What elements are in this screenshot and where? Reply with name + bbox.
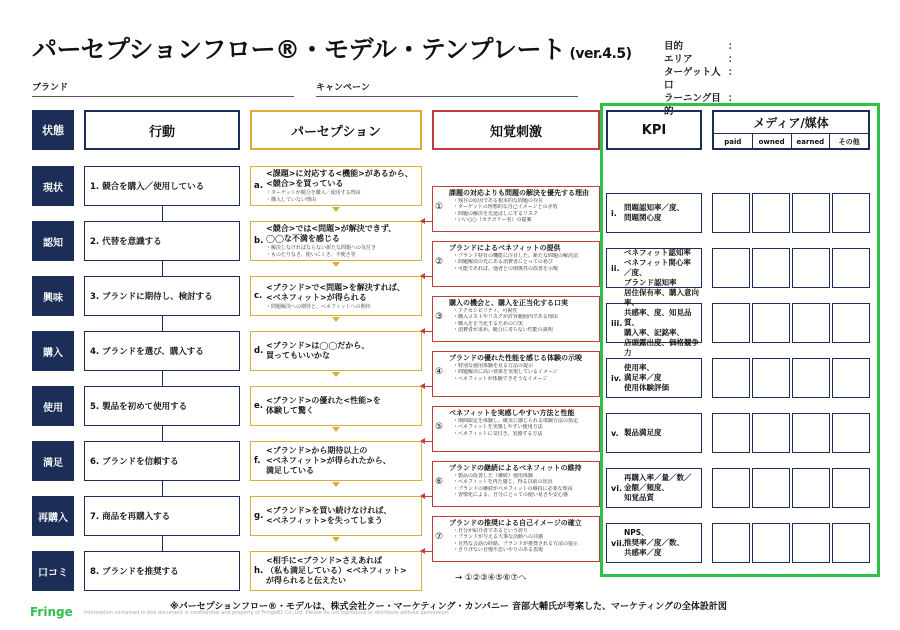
media-title: メディア/媒体	[714, 112, 868, 134]
stimulus-bullet: ・さりげない自慢や思いやりのある表現	[453, 546, 544, 553]
page-title: パーセプションフロー®・モデル・テンプレート (ver.4.5)	[32, 35, 632, 64]
kpi-line: ベネフィット関心率	[624, 258, 691, 267]
action-cell: 6. ブランドを信頼する	[84, 441, 240, 481]
perception-line: <相手に<ブランド>さえあれば	[266, 556, 383, 565]
stimulus-box	[432, 351, 600, 397]
media-cell[interactable]	[712, 248, 750, 288]
kpi-line: 購入率、記銘率、	[624, 328, 684, 337]
meta-colon: ：	[728, 54, 738, 65]
down-arrow-icon	[332, 372, 340, 377]
perception-line: <ベネフィット>が得られたから、	[266, 456, 391, 465]
kpi-cell	[606, 288, 702, 357]
state-cell: 現状	[32, 166, 74, 206]
perception-line: <課題>に対応する<機能>があるから、	[266, 169, 413, 178]
meta-colon: ：	[728, 67, 738, 78]
perception-cell	[250, 441, 422, 481]
stimulus-bullet: ・問題解決に高い効果を実現しているイメージ	[453, 369, 558, 376]
media-cell[interactable]	[792, 523, 830, 563]
media-cell[interactable]	[792, 468, 830, 508]
connector-line	[162, 426, 163, 441]
down-arrow-icon	[332, 537, 340, 542]
stimulus-title: ブランドの継続によるベネフィットの維持	[449, 464, 582, 472]
kpi-line: 使用体験評価	[624, 383, 669, 392]
kpi-number: vi.	[611, 483, 622, 493]
left-arrow-icon	[424, 276, 432, 277]
perception-line: 買ってもいいかな	[266, 351, 330, 360]
media-cell[interactable]	[752, 468, 790, 508]
stimulus-bullet: ・購入コストやリスクが許容範囲内である理由	[453, 314, 558, 321]
action-cell: 8. ブランドを推奨する	[84, 551, 240, 591]
media-cell[interactable]	[832, 413, 870, 453]
stimulus-bullet: ・問題の解決を先延ばしにするリスク	[453, 210, 538, 217]
perception-cell	[250, 496, 422, 536]
down-arrow-icon	[332, 482, 340, 487]
left-arrow-icon	[424, 331, 432, 332]
stimulus-bullet: ・いい○○（カテゴリー名）の提案	[453, 216, 532, 223]
perception-text	[266, 506, 391, 526]
media-cell[interactable]	[712, 193, 750, 233]
media-cell[interactable]	[792, 193, 830, 233]
media-cell[interactable]	[832, 248, 870, 288]
media-cell[interactable]	[712, 303, 750, 343]
stimulus-title: 課題の対応よりも問題の解決を優先する理由	[449, 189, 589, 197]
header-stimulus: 知覚刺激	[432, 110, 600, 150]
kpi-line: 再購入率／量／数／	[624, 473, 692, 482]
header-state: 状態	[32, 110, 74, 150]
perception-line: ◯◯な不満を感じる	[266, 234, 340, 243]
state-cell: 認知	[32, 221, 74, 261]
state-cell: 再購入	[32, 496, 74, 536]
kpi-line: 問題認知率／度、	[624, 203, 684, 212]
kpi-line: 推奨率／度／数、	[624, 538, 684, 547]
perception-line: <競合>では<問題>が解決できず、	[266, 224, 397, 233]
action-cell: 7. 商品を再購入する	[84, 496, 240, 536]
action-cell: 2. 代替を意識する	[84, 221, 240, 261]
media-col-owned: owned	[753, 134, 792, 150]
perception-cell	[250, 276, 422, 316]
media-cell[interactable]	[752, 413, 790, 453]
media-cell[interactable]	[712, 358, 750, 398]
kpi-line: 使用率、	[624, 363, 654, 372]
stimulus-bullet: ・残存の原因である根本的な問題の存在	[453, 198, 544, 204]
media-cell[interactable]	[832, 358, 870, 398]
kpi-text	[624, 473, 692, 503]
perception-cell	[250, 166, 422, 206]
perception-label: c.	[254, 291, 263, 301]
stimulus-bullet: ・ブランドの継続がベネフィットの維持に必要な理由	[453, 485, 573, 492]
state-cell: 口コミ	[32, 551, 74, 591]
media-cell[interactable]	[752, 193, 790, 233]
connector-line	[162, 261, 163, 276]
connector-line	[162, 536, 163, 551]
kpi-text	[624, 203, 684, 223]
perception-label: b.	[254, 236, 264, 246]
perception-cell	[250, 551, 422, 591]
stimulus-title: ブランドによるベネフィットの提供	[449, 244, 561, 252]
perception-line: <ブランド>から期待以上の	[266, 446, 368, 455]
perception-line: <ブランド>で<問題>を解決すれば、	[266, 282, 405, 292]
stimulus-bullet: ・消費者が求め、競合に劣らない性能の説明	[453, 326, 553, 333]
stimulus-number: ③	[434, 312, 444, 322]
stimulus-title: ブランドの推奨による自己イメージの確立	[449, 519, 582, 527]
state-cell: 興味	[32, 276, 74, 316]
fringe-logo: Fringe	[30, 605, 73, 619]
perception-line: <ベネフィット>が得られる	[266, 292, 367, 302]
stimulus-bullet: ・ブランド特有の機能に注目した、新たな問題の解決法	[453, 253, 579, 259]
down-arrow-icon	[332, 207, 340, 212]
header-kpi: KPI	[606, 110, 702, 150]
perception-text	[266, 283, 405, 310]
stimulus-bullet: ・ベネフィットを再た感じ、得る以前の状況	[453, 479, 553, 486]
kpi-text	[624, 363, 669, 393]
perception-note: ・購入していない理由	[266, 197, 317, 203]
stimulus-box	[432, 296, 600, 342]
perception-line: 満足している	[266, 466, 314, 475]
perception-label: e.	[254, 401, 263, 411]
perception-line: <ベネフィット>を失ってしまう	[266, 516, 383, 525]
stimulus-bullet: ・期間限定を体験し、確実に感じられる体験方法の指定	[453, 418, 579, 424]
stimulus-bullet: ・製品の改善した（継続）使用体験	[453, 473, 534, 479]
kpi-line: 共感率／度	[624, 548, 662, 557]
kpi-line: 製品満足度	[624, 428, 662, 437]
media-cell[interactable]	[712, 523, 750, 563]
perception-text	[266, 169, 413, 203]
perception-note: ・問題解決への期待と、ベネフィットへの期待	[266, 303, 371, 310]
stimulus-bullet: ・ターゲットの理想的な自己イメージとの矛盾	[453, 204, 558, 211]
meta-target-label: ターゲット人口	[664, 67, 721, 91]
perception-label: g.	[254, 511, 264, 521]
kpi-text	[624, 428, 662, 438]
perception-line: <ブランド>の優れた<性能>を	[266, 396, 381, 405]
perception-note: ・ものたりなさ、使いにくさ、不便さ等	[266, 252, 356, 258]
kpi-number: i.	[611, 208, 617, 218]
meta-learning-label: ラーニング目的	[664, 93, 721, 117]
stimulus-bullet: ・ベネフィットを実感しやすい使用方法	[453, 424, 543, 431]
kpi-number: vii.	[611, 538, 625, 548]
header-action: 行動	[84, 110, 240, 150]
kpi-line: 共感率、度、知見品質、	[624, 308, 692, 327]
perception-text	[266, 341, 369, 361]
stimulus-bullet: ・自分が紹介者であるという誇り	[453, 528, 529, 534]
perception-label: h.	[254, 566, 264, 576]
perception-line: <ブランド>を買い続けなければ、	[266, 506, 392, 515]
perception-text	[266, 396, 381, 416]
down-arrow-icon	[332, 427, 340, 432]
connector-line	[162, 481, 163, 496]
action-cell: 3. ブランドに期待し、検討する	[84, 276, 240, 316]
perception-note: ・解決しなければならない新たな問題への気付き	[266, 245, 377, 251]
left-arrow-icon	[424, 551, 432, 552]
action-cell: 4. ブランドを選び、購入する	[84, 331, 240, 371]
kpi-line: 居住保有率、購入意向率、	[624, 288, 699, 307]
version-label: (ver.4.5)	[569, 46, 632, 62]
perception-cell	[250, 221, 422, 261]
down-arrow-icon	[332, 317, 340, 322]
stimulus-bullet: ・特別な使用体験を見る方法の提示	[453, 363, 534, 369]
kpi-number: iv.	[611, 373, 622, 383]
stimulus-bullet: ・アクセシビリティ、可視性	[453, 308, 518, 314]
media-cell[interactable]	[832, 523, 870, 563]
kpi-line: 知覚品質	[624, 493, 654, 502]
header-perception: パーセプション	[250, 110, 422, 150]
kpi-cell	[606, 358, 702, 398]
media-cell[interactable]	[792, 358, 830, 398]
stimulus-title: ベネフィットを実感しやすい方法と性能	[449, 409, 575, 417]
perception-line: が得られると伝えたい	[266, 576, 346, 585]
kpi-number: ii.	[611, 263, 620, 273]
media-col-earned: earned	[792, 134, 831, 150]
media-cell[interactable]	[792, 248, 830, 288]
stimulus-number: ⑥	[434, 477, 444, 487]
brand-field: ブランド	[32, 80, 294, 97]
left-arrow-icon	[424, 441, 432, 442]
stimulus-box	[432, 461, 600, 507]
kpi-text	[624, 528, 684, 558]
kpi-cell	[606, 523, 702, 563]
left-arrow-icon	[424, 386, 432, 387]
stimulus-number: ④	[434, 367, 444, 377]
stimulus-number: ②	[434, 257, 444, 267]
perception-label: f.	[254, 456, 261, 466]
kpi-line: 問題関心度	[624, 213, 662, 222]
stimulus-title: ブランドの優れた性能を感じる体験の示唆	[449, 354, 582, 362]
connector-line	[162, 371, 163, 386]
state-cell: 満足	[32, 441, 74, 481]
confidential-note: Information contained in this document is confidential and property of Fringe81 Co.,Ltd. Please do not reproduce or distribute without permission.	[84, 610, 450, 616]
stimulus-number: ⑤	[434, 422, 444, 432]
perception-label: d.	[254, 346, 264, 356]
campaign-field: キャンペーン	[316, 80, 578, 97]
kpi-line: ブランド認知率	[624, 278, 677, 287]
stimulus-box	[432, 516, 600, 562]
media-cell[interactable]	[752, 523, 790, 563]
kpi-cell	[606, 468, 702, 508]
media-cell[interactable]	[712, 413, 750, 453]
kpi-line: ／度、	[624, 268, 647, 277]
kpi-line: 金額／頻度、	[624, 483, 669, 492]
perception-label: a.	[254, 181, 263, 191]
final-flow: → ①②③④⑤⑥⑦へ	[455, 573, 527, 583]
stimulus-box	[432, 241, 600, 287]
kpi-cell	[606, 413, 702, 453]
stimulus-bullet: ・ブランドが与える大事な活動への共感	[453, 534, 544, 541]
media-col-paid: paid	[714, 134, 753, 150]
perception-note: ・ターゲットが競合を購入／使用する理由	[266, 190, 361, 196]
stimulus-bullet: ・習慣化による、自分にとっての使い易さや安心感	[453, 491, 568, 498]
kpi-line: 店頭露出度、価格競争力	[624, 338, 699, 357]
perception-cell	[250, 386, 422, 426]
stimulus-number: ①	[434, 202, 444, 212]
kpi-line: 満足率／度	[624, 373, 662, 382]
media-cell[interactable]	[752, 303, 790, 343]
connector-line	[162, 206, 163, 221]
kpi-text	[624, 248, 691, 288]
media-cell[interactable]	[752, 358, 790, 398]
state-cell: 使用	[32, 386, 74, 426]
connector-line	[162, 316, 163, 331]
media-cell[interactable]	[752, 248, 790, 288]
stimulus-number: ⑦	[434, 532, 444, 542]
down-arrow-icon	[332, 262, 340, 267]
perception-cell	[250, 331, 422, 371]
meta-colon: ：	[728, 41, 738, 52]
media-cell[interactable]	[832, 303, 870, 343]
meta-purpose-label: 目的	[664, 41, 684, 52]
stimulus-bullet: ・ベネフィットに気付き、実感する方法	[453, 430, 543, 437]
perception-text	[266, 446, 391, 476]
media-cell[interactable]	[792, 413, 830, 453]
kpi-line: NPS、	[624, 528, 649, 537]
footer-note: ※パーセプションフロー®・モデルは、株式会社クー・マーケティング・カンパニー 音部大輔氏が考案した、マーケティングの全体設計図	[170, 602, 727, 612]
stimulus-box	[432, 186, 600, 232]
left-arrow-icon	[424, 496, 432, 497]
kpi-number: iii.	[611, 318, 623, 328]
perception-line: 体験して驚く	[266, 406, 314, 415]
media-cell[interactable]	[832, 468, 870, 508]
perception-line: <競合>を買っている	[266, 179, 344, 188]
media-cell[interactable]	[792, 303, 830, 343]
media-col-other: その他	[838, 138, 860, 146]
perception-line: （私も満足している）<ベネフィット>	[266, 566, 407, 575]
kpi-cell	[606, 193, 702, 233]
stimulus-bullet: ・自然な会話の経路、ブランドが推奨される方法の提示	[453, 540, 579, 547]
perception-text	[266, 224, 396, 258]
left-arrow-icon	[424, 221, 432, 222]
media-cell[interactable]	[832, 193, 870, 233]
meta-colon: ：	[728, 93, 738, 104]
meta-area-label: エリア	[664, 54, 693, 65]
stimulus-bullet: ・可能であれば、他者との関係性の改善を示唆	[453, 265, 559, 272]
perception-text	[266, 556, 407, 586]
kpi-line: ベネフィット認知率	[624, 248, 691, 257]
action-cell: 5. 製品を初めて使用する	[84, 386, 240, 426]
perception-line: <ブランド>は◯◯だから、	[266, 341, 370, 350]
state-cell: 購入	[32, 331, 74, 371]
media-cell[interactable]	[712, 468, 750, 508]
action-cell: 1. 競合を購入／使用している	[84, 166, 240, 206]
kpi-cell	[606, 248, 702, 288]
stimulus-bullet: ・購入を正当化するための口実	[453, 320, 524, 327]
stimulus-bullet: ・ベネフィットが体験できそうなイメージ	[453, 375, 548, 382]
stimulus-box	[432, 406, 600, 452]
stimulus-title: 購入の機会と、購入を正当化する口実	[449, 299, 568, 307]
stimulus-bullet: ・問題解決の先にある消費者にとっての喜び	[453, 259, 553, 266]
kpi-text	[624, 288, 701, 358]
kpi-number: v.	[611, 428, 619, 438]
